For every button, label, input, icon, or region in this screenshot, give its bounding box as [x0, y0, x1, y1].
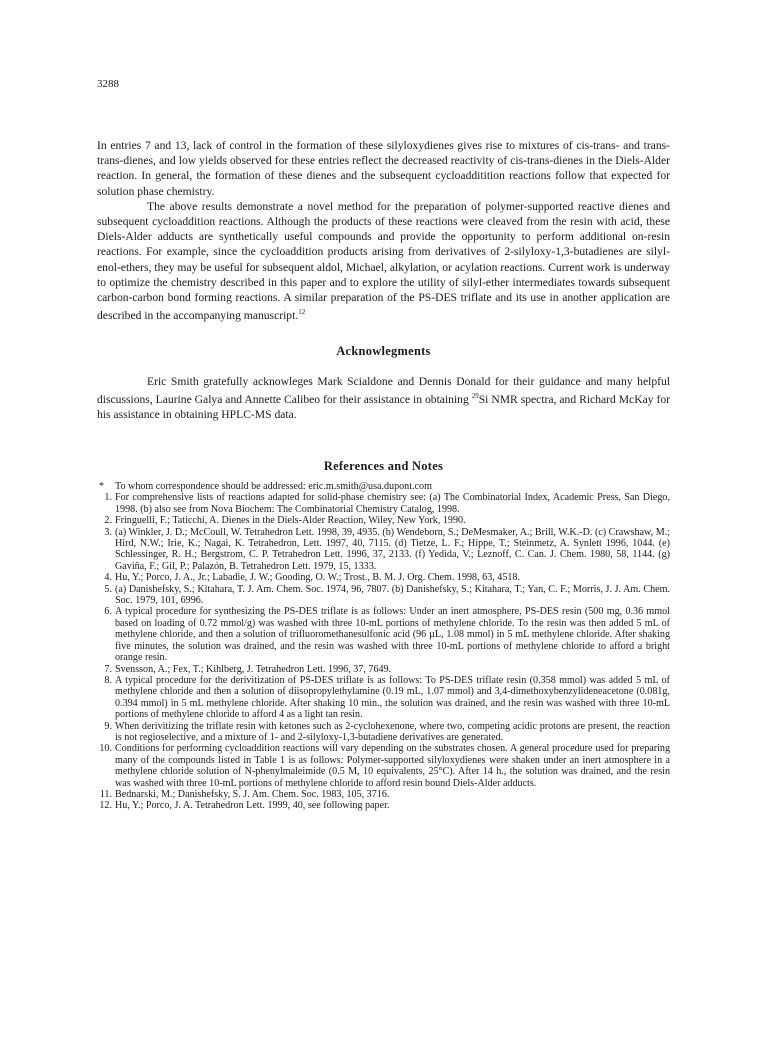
acknowledgments-text-end: Si NMR spectra, and Richard McKay for his assistance in obtaining HPLC-MS data. [97, 393, 670, 422]
reference-text: A typical procedure for synthesizing the PS-DES triflate is as follows: Under an inert atmosphere, PS-DES resin (500 mg, 0.36 mmol based on loading of 0.72 mmol/g) was washed with three 10-mL portions of methylene chloride. To the resin was then added 5 mL of methylene chloride, and then a solution of trifluoromethanesulfonic acid (96 µL, 1.08 mmol) in 5 mL methylene chloride. After shaking five minutes, the solution was drained, and the resin was washed with three 10-mL portions of methylene chloride to afford a bright orange resin. [115, 606, 670, 664]
reference-number: 10. [99, 743, 112, 755]
reference-number: 6. [104, 606, 112, 618]
reference-text: When derivitizing the triflate resin with ketones such as 2-cyclohexenone, where two, competing acidic protons are present, the reaction is not regioselective, and a mixture of 1- and 2-silyloxy-1,3-butadiene derivatives are generated. [115, 720, 670, 743]
reference-item [97, 789, 670, 800]
reference-item [97, 664, 670, 675]
body-text [97, 138, 670, 323]
reference-number: 12. [99, 800, 112, 812]
reference-text: (a) Winkler, J. D.; McCoull, W. Tetrahedron Lett. 1998, 39, 4935. (b) Wendeborn, S.; DeMesmaker, A.; Brill, W.K.-D. (c) Crawshaw, M.; Hird, N.W.; Irie, K.; Nagai, K. Tetrahedron, Lett. 1997, 40, 7115. (d) Tietze, L. F.; Hippe, T.; Steinmetz, A. Synlett 1996, 1044. (e) Schlessinger, R. H.; Bergstrom, C. P. Tetrahedron Lett. 1996, 37, 2133. (f) Yedida, V.; Leznoff, C. Can. J. Chem. 1980, 58, 1144. (g) Gaviña, F.; Gil, P.; Palazón, B. Tetrahedron Lett. 1979, 15, 1333. [115, 526, 670, 572]
reference-number: 3. [104, 526, 112, 538]
reference-number: 7. [104, 663, 112, 675]
reference-item [97, 584, 670, 607]
body-paragraph-text: The above results demonstrate a novel method for the preparation of polymer-supported reactive dienes and subsequent cycloaddition reactions. Although the products of these reactions were cleaved from the resin with acid, these Diels-Alder adducts are synthetically useful compounds and provide the opportunity to perform additional on-resin reactions. For example, since the cycloaddition products arising from derivatives of 2-silyloxy-1,3-butadienes are silyl-enol-ethers, they may be useful for subsequent aldol, Michael, alkylation, or acylation reactions. Current work is underway to optimize the chemistry described in this paper and to explore the utility of silyl-ether intermediates towards subsequent carbon-carbon bond forming reactions. A similar preparation of the PS-DES triflate and its use in another application are described in the accompanying manuscript. [97, 199, 670, 323]
reference-text: For comprehensive lists of reactions adapted for solid-phase chemistry see: (a) The Combinatorial Index, Academic Press, San Diego, 1998. (b) also see from Nova Biochem: The Combinatorial Chemistry Catalog, 1998. [115, 492, 670, 515]
reference-item [97, 743, 670, 789]
reference-item [97, 606, 670, 663]
reference-item [97, 492, 670, 515]
reference-number: 9. [104, 720, 112, 732]
reference-number: 1. [104, 492, 112, 504]
acknowledgments-heading: Acknowlegments [336, 344, 431, 358]
references-heading: References and Notes [323, 459, 444, 473]
reference-text: (a) Danishefsky, S.; Kitahara, T. J. Am. Chem. Soc. 1974, 96, 7807. (b) Danishefsky, S.; Kitahara, T.; Yan, C. F.; Morris, J. J. Am. Chem. Soc. 1979, 101, 6996. [115, 583, 670, 607]
reference-text: Fringuelli, F.; Taticchi, A. Dienes in the Diels-Alder Reaction, Wiley, New York, 1990. [115, 515, 466, 527]
reference-item [97, 721, 670, 744]
reference-text: Conditions for performing cycloaddition reactions will vary depending on the substrates chosen. A general procedure used for preparing many of the compounds listed in Table 1 is as follows: Polymer-supported silyloxydienes were shaken under an inert atmosphere in a methylene chloride solution of N-phenylmaleimide (0.5 M, 10 equivalents, 25°C). After 14 h., the solution was drained, and the resin was washed with three 10-mL portions of methylene chloride to afford resin bound Diels-Alder adducts. [115, 743, 670, 789]
reference-text: To whom correspondence should be addressed: eric.m.smith@usa.dupont.com [115, 481, 432, 492]
reference-text: Svensson, A.; Fex, T.; Kihlberg, J. Tetrahedron Lett. 1996, 37, 7649. [115, 663, 392, 675]
body-paragraph: In entries 7 and 13, lack of control in the formation of these silyloxydienes gives rise to mixtures of cis-trans- and trans-trans-dienes, and low yields observed for these entries reflect the decreased reactivity of cis-trans-dienes in the Diels-Alder reaction. In general, the formation of these dienes and the subsequent cycloadditition reactions follow that expected for solution phase chemistry. [97, 139, 670, 198]
reference-number: 5. [104, 583, 112, 595]
reference-number: 11. [99, 788, 112, 800]
reference-text: Hu, Y.; Porco, J. A., Jr.; Labadie, J. W.; Gooding, O. W.; Trost., B. M. J. Org. Chem. 1998, 63, 4518. [115, 572, 520, 584]
reference-number: 8. [104, 674, 112, 686]
reference-number: 4. [104, 572, 112, 584]
acknowledgments-paragraph [97, 374, 670, 422]
acknowledgments-text [97, 374, 670, 422]
reference-item [97, 675, 670, 721]
footnote-marker: 12 [298, 308, 306, 317]
references-list [97, 481, 670, 812]
reference-number: * [99, 481, 105, 492]
isotope-superscript: 29 [471, 392, 479, 401]
body-paragraph [97, 199, 670, 323]
reference-text: Bednarski, M.; Danishefsky, S. J. Am. Chem. Soc. 1983, 105, 3716. [115, 788, 390, 800]
reference-number: 2. [104, 515, 112, 527]
reference-text: A typical procedure for the derivitization of PS-DES triflate is as follows: To PS-DES triflate resin (0.358 mmol) was added 5 mL of methylene chloride and then a solution of diisopropylethylamine (0.19 mL, 1.07 mmol) and 3,4-dimethoxybenzylideneacetone (0.081g, 0.394 mmol) in 5 mL methylene chloride. After shaking 10 min., the solution was drained, and the resin was washed with three 10-mL portions of methylene chloride to afford 4 as a light tan resin. [115, 674, 670, 721]
acknowledgments-text-start: Eric Smith gratefully acknowleges Mark Scialdone and Dennis Donald for their guidance and many helpful discussions, Laurine Galya and Annette Calibeo for their assistance in obtaining [97, 375, 670, 407]
reference-text: Hu, Y.; Porco, J. A. Tetrahedron Lett. 1999, 40, see following paper. [115, 800, 390, 812]
page-number: 3288 [97, 78, 119, 90]
reference-item [97, 572, 670, 583]
reference-item [97, 481, 670, 492]
reference-item [97, 515, 670, 526]
reference-item [97, 527, 670, 573]
reference-item [97, 800, 670, 811]
